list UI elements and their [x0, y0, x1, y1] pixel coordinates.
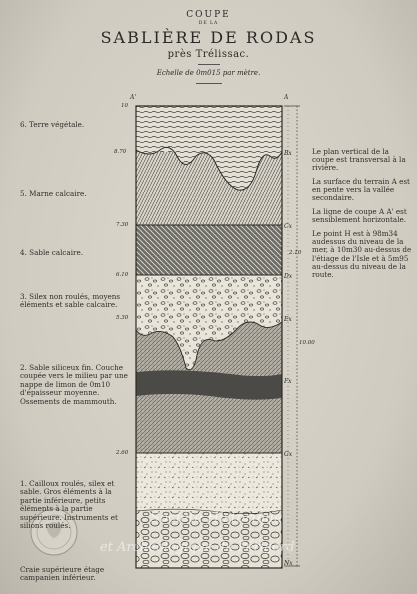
elevation-8-70: 8.70 [114, 149, 127, 155]
dimension-2-10: 2.10 [289, 250, 302, 256]
elevation-10: 10 [121, 103, 128, 109]
marker-b: Bx [284, 150, 292, 157]
title-location: près Trélissac. [167, 49, 250, 60]
elevation-7-30: 7.30 [116, 222, 129, 228]
marker-c: Cx [284, 223, 292, 230]
title-coupe: COUPE [186, 10, 231, 20]
watermark-line-2: et Archéologique du Périgord [100, 540, 295, 555]
layer-label-2: 2. Sable siliceux fin. Couche coupée vers le milieu par une nappe de limon de 0m10 d'épaisseur moyenne. Ossements de mammouth. [20, 363, 128, 406]
layer-label-craie: Craie supérieure étage campanien inférieur. [20, 565, 105, 583]
note-surface: La surface du terrain A est en pente vers la vallée secondaire. [312, 177, 410, 203]
title-de-la: DE LA [198, 21, 219, 26]
layer-label-6: 6. Terre végétale. [20, 120, 85, 129]
elevation-5-30: 5.30 [116, 315, 129, 321]
marker-a-prime: A' [130, 94, 136, 101]
marker-n: Nx [284, 560, 293, 567]
note-point-h: Le point H est à 98m34 audessus du niveau de la mer, à 10m30 au-dessus de l'étiage de l'Isle et à 5m95 au-dessus du niveau de la route. [312, 229, 412, 280]
layer-label-5: 5. Marne calcaire. [20, 189, 87, 198]
scale-note: Echelle de 0m015 par mètre. [156, 69, 261, 77]
marker-e: Ex [284, 316, 292, 323]
note-plan-vertical: Le plan vertical de la coupe est transversal à la rivière. [312, 147, 406, 173]
layer-label-4: 4. Sable calcaire. [20, 248, 83, 257]
layer-label-3: 3. Silex non roulés, moyens éléments et sable calcaire. [20, 292, 121, 310]
marker-g: Gx [284, 451, 293, 458]
title-sabliere: SABLIÈRE DE RODAS [100, 28, 317, 47]
layer-label-1: 1. Cailloux roulés, silex et sable. Gros éléments à la partie inférieure, petits éléments à la partie supérieure. Instruments et silions roulés. [20, 479, 118, 531]
note-ligne-coupe: La ligne de coupe A A' est sensiblement horizontale. [312, 207, 407, 225]
dimension-10-00: 10.00 [299, 340, 315, 346]
marker-a: A [284, 94, 289, 101]
marker-d: Dx [284, 273, 293, 280]
watermark-line-1: Société Historique [150, 510, 283, 526]
marker-f: Fx [284, 378, 292, 385]
elevation-2-60: 2.60 [116, 450, 129, 456]
elevation-6-10: 6.10 [116, 272, 129, 278]
